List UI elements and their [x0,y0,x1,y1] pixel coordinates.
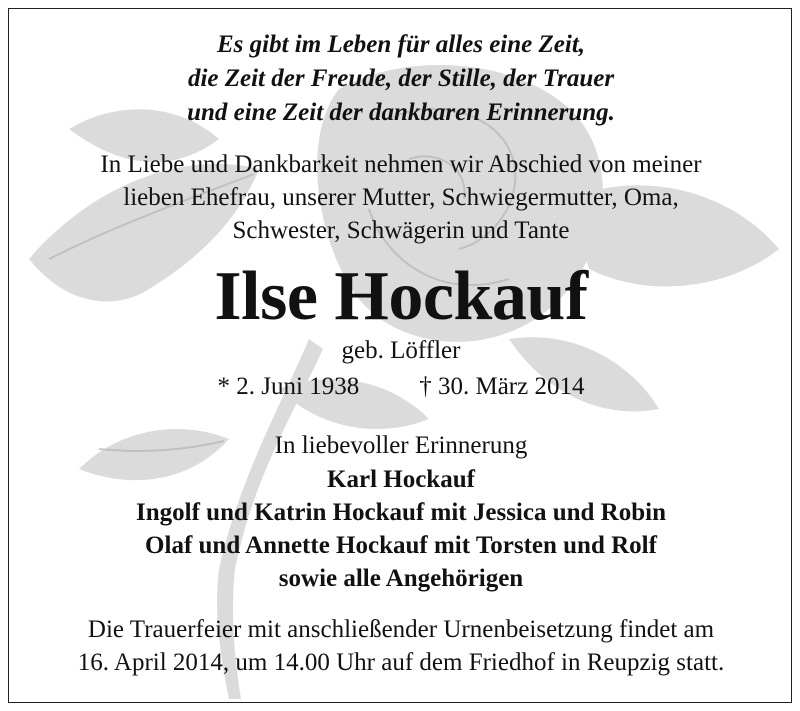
motto-line-3: und eine Zeit der dankbaren Erinnerung. [187,99,615,126]
funeral-line-1: Die Trauerfeier mit anschließender Urnenbeisetzung findet am [87,616,715,643]
intro-line-3: Schwester, Schwägerin und Tante [232,217,570,244]
memory-line: In liebevoller Erinnerung [274,432,528,459]
signer-line-4: sowie alle Angehörigen [278,565,524,592]
intro-line-1: In Liebe und Dankbarkeit nehmen wir Abschied von meiner [100,151,702,178]
motto-line-2: die Zeit der Freude, der Stille, der Trauer [187,65,615,92]
funeral-line-2: 16. April 2014, um 14.00 Uhr auf dem Friedhof in Reupzig statt. [77,649,725,676]
signer-line-3: Olaf und Annette Hockauf mit Torsten und Rolf [145,532,657,559]
signer-line-1: Karl Hockauf [327,466,475,493]
life-dates [9,373,792,401]
deceased-name: Ilse Hockauf [214,258,588,335]
death-date: † 30. März 2014 [419,373,585,400]
maiden-name: geb. Löffler [341,337,461,364]
motto-line-1: Es gibt im Leben für alles eine Zeit, [216,31,586,58]
signer-line-2: Ingolf und Katrin Hockauf mit Jessica und Robin [136,499,666,526]
intro-line-2: lieben Ehefrau, unserer Mutter, Schwiegermutter, Oma, [123,184,679,211]
birth-date: * 2. Juni 1938 [217,373,360,400]
obituary-notice [8,8,792,703]
